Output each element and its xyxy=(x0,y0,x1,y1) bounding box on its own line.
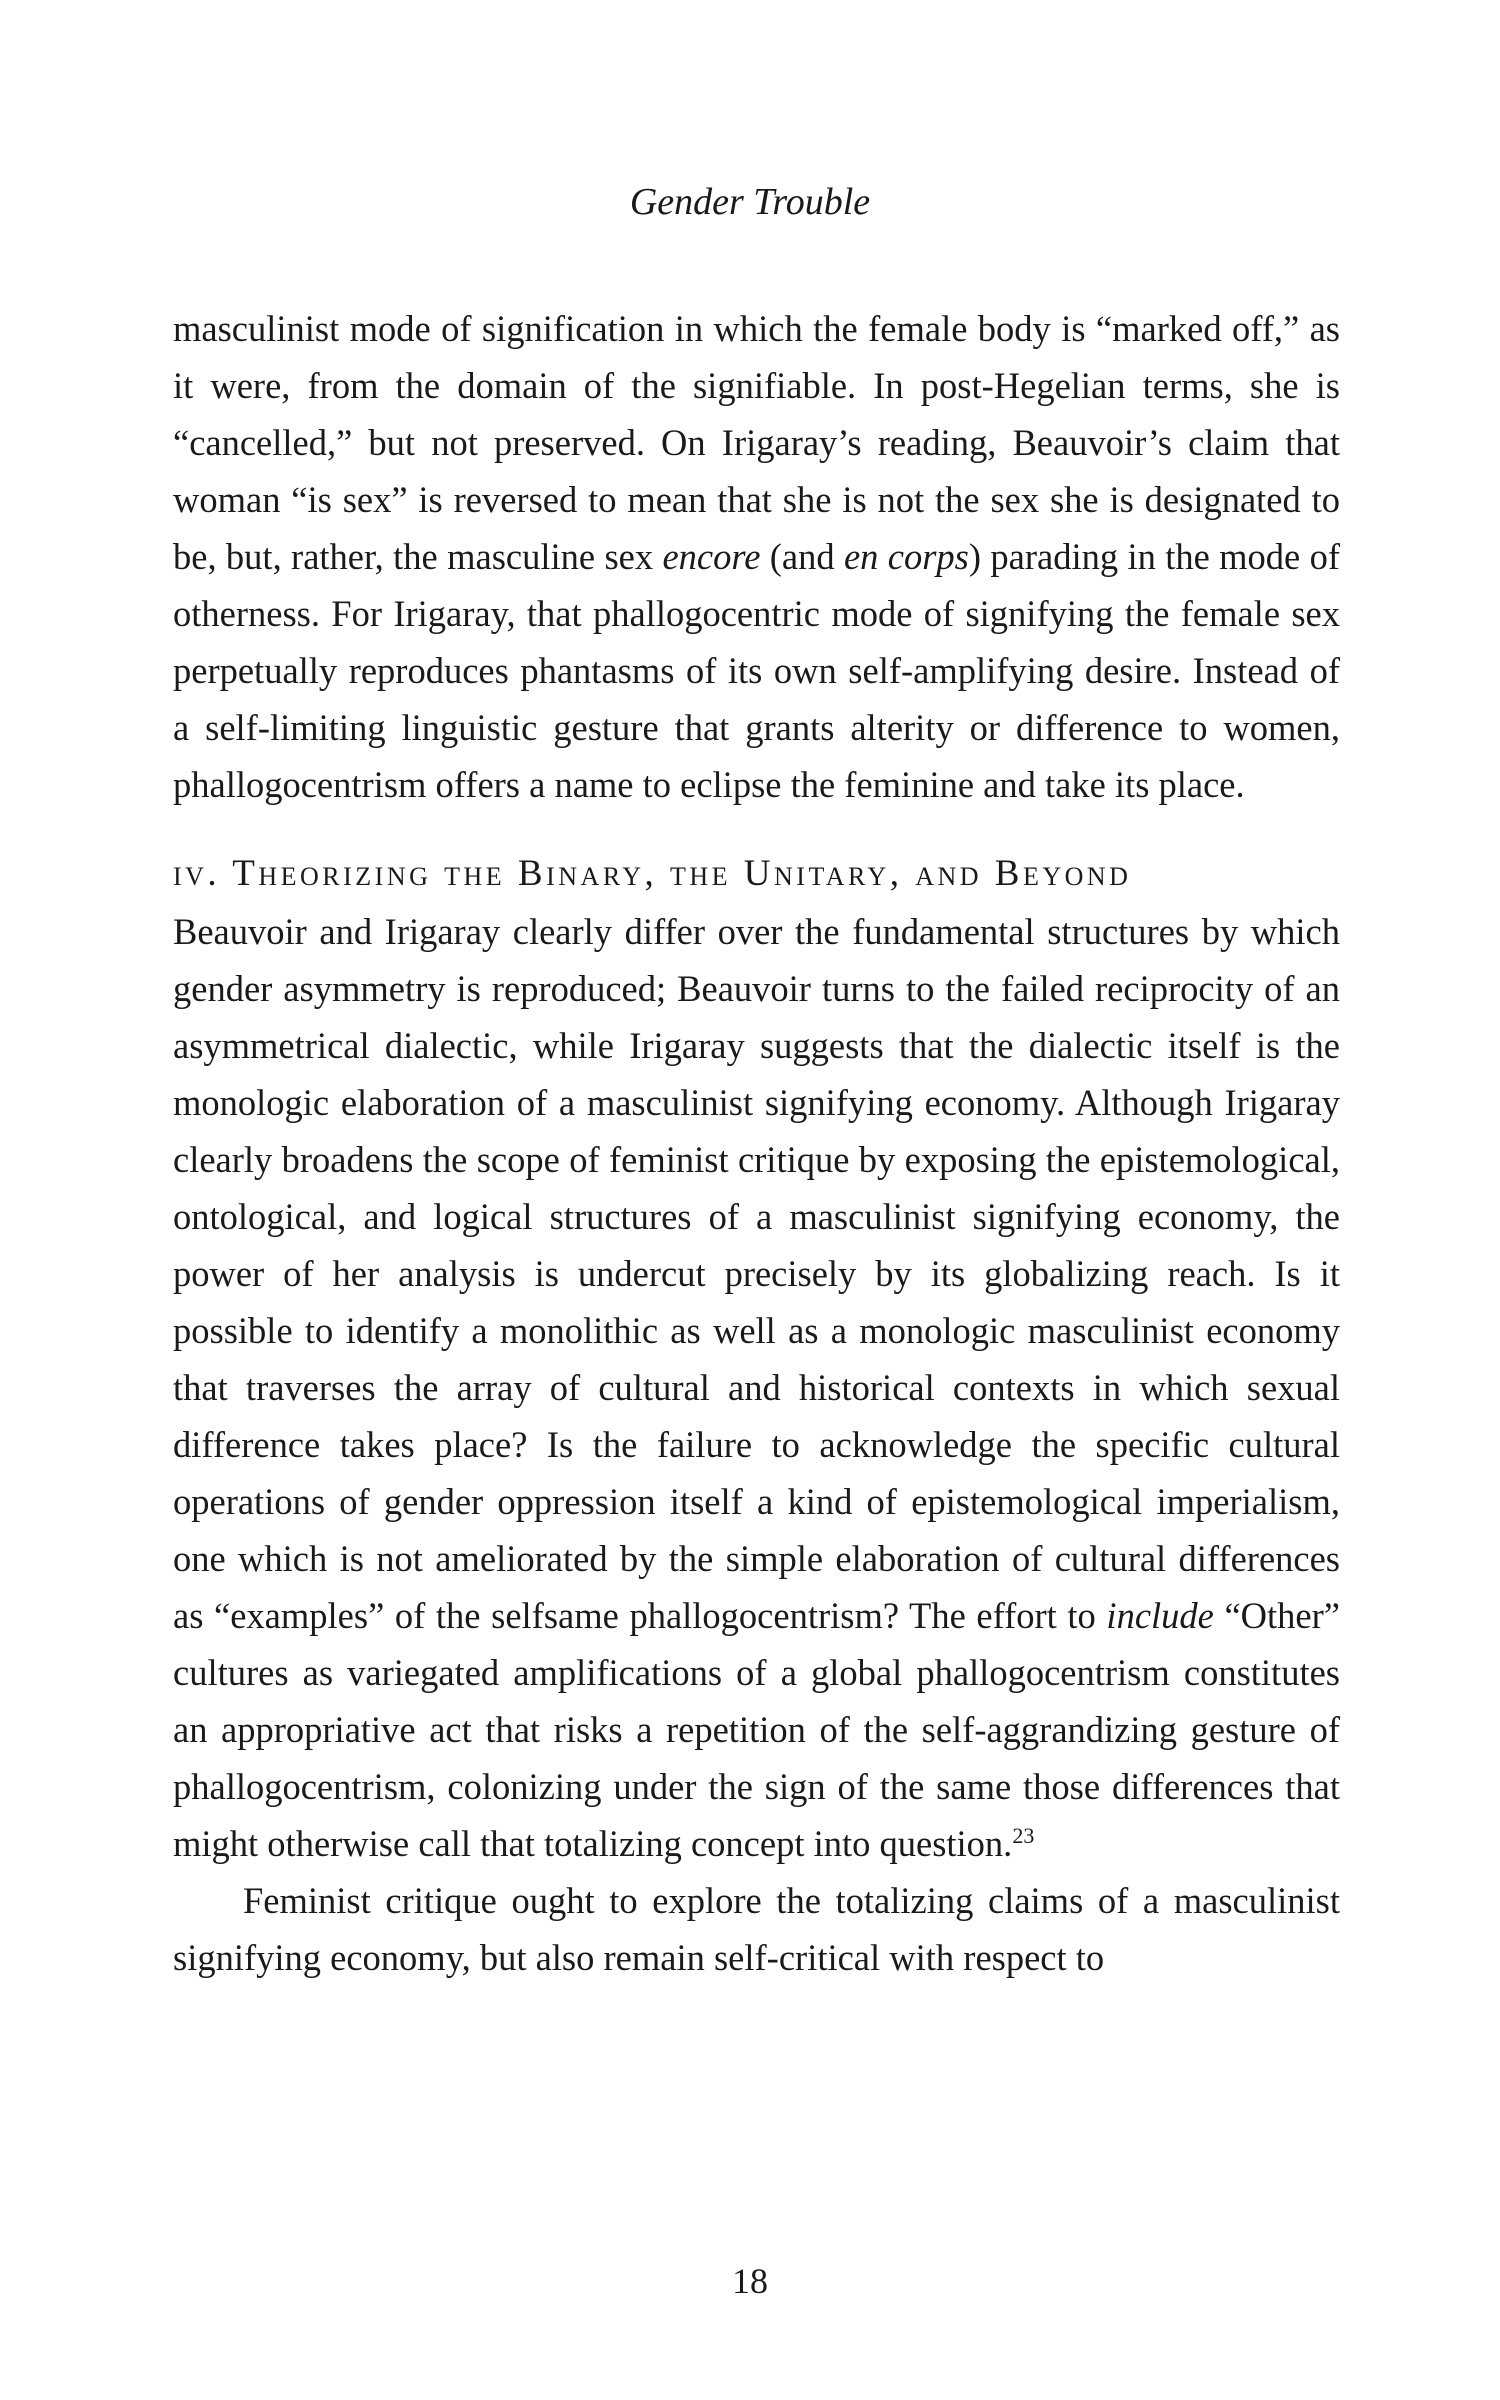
italic-en-corps: en corps xyxy=(843,536,969,577)
paragraph-2-text-b: “Other” cultures as variegated amplifications of a global phallogocentrism constitutes an appropriative act that risks a repetition of the self-aggrandizing gesture of phallogocentrism, colonizing under the sign of the same those differences that might otherwise call that totalizing concept into question. xyxy=(173,1595,1340,1864)
body-text xyxy=(173,300,1340,1986)
paragraph-1-text-c: ) parading in the mode of otherness. For Irigaray, that phallogocentric mode of signifying the female sex perpetually reproduces phantasms of its own self-amplifying desire. Instead of a self-limiting linguistic gesture that grants alterity or difference to women, phallogocentrism offers a name to eclipse the feminine and take its place. xyxy=(173,536,1340,805)
italic-encore: encore xyxy=(662,536,761,577)
running-head: Gender Trouble xyxy=(629,181,871,223)
page-number: 18 xyxy=(732,2261,768,2301)
paragraph-2 xyxy=(173,903,1340,1872)
paragraph-1-text-b: (and xyxy=(760,536,844,577)
italic-include: include xyxy=(1106,1595,1214,1636)
footnote-reference[interactable]: 23 xyxy=(1012,1822,1035,1848)
paragraph-1 xyxy=(173,300,1340,813)
paragraph-2-text-a: Beauvoir and Irigaray clearly differ over the fundamental structures by which gender asymmetry is reproduced; Beauvoir turns to the failed reciprocity of an asymmetrical dialectic, while Irigaray suggests that the dialectic itself is the monologic elaboration of a masculinist signifying economy. Although Irigaray clearly broadens the scope of feminist critique by exposing the epistemological, ontological, and logical structures of a masculinist signifying economy, the power of her analysis is undercut precisely by its globalizing reach. Is it possible to identify a monolithic as well as a monologic masculinist economy that traverses the array of cultural and historical contexts in which sexual difference takes place? Is the failure to acknowledge the specific cultural operations of gender oppression itself a kind of epistemological imperialism, one which is not ameliorated by the simple elaboration of cultural differences as “examples” of the selfsame phallogocentrism? The effort to xyxy=(173,911,1340,1636)
paragraph-3: Feminist critique ought to explore the totalizing claims of a masculinist signifying economy, but also remain self-critical with respect to xyxy=(173,1880,1340,1978)
section-heading: iv. Theorizing the Binary, the Unitary, and Beyond xyxy=(173,853,1132,894)
paragraph-1-text-a: masculinist mode of signification in which the female body is “marked off,” as it were, from the domain of the signifiable. In post-Hegelian terms, she is “cancelled,” but not preserved. On Irigaray’s reading, Beauvoir’s claim that woman “is sex” is reversed to mean that she is not the sex she is designated to be, but, rather, the masculine sex xyxy=(173,308,1340,577)
